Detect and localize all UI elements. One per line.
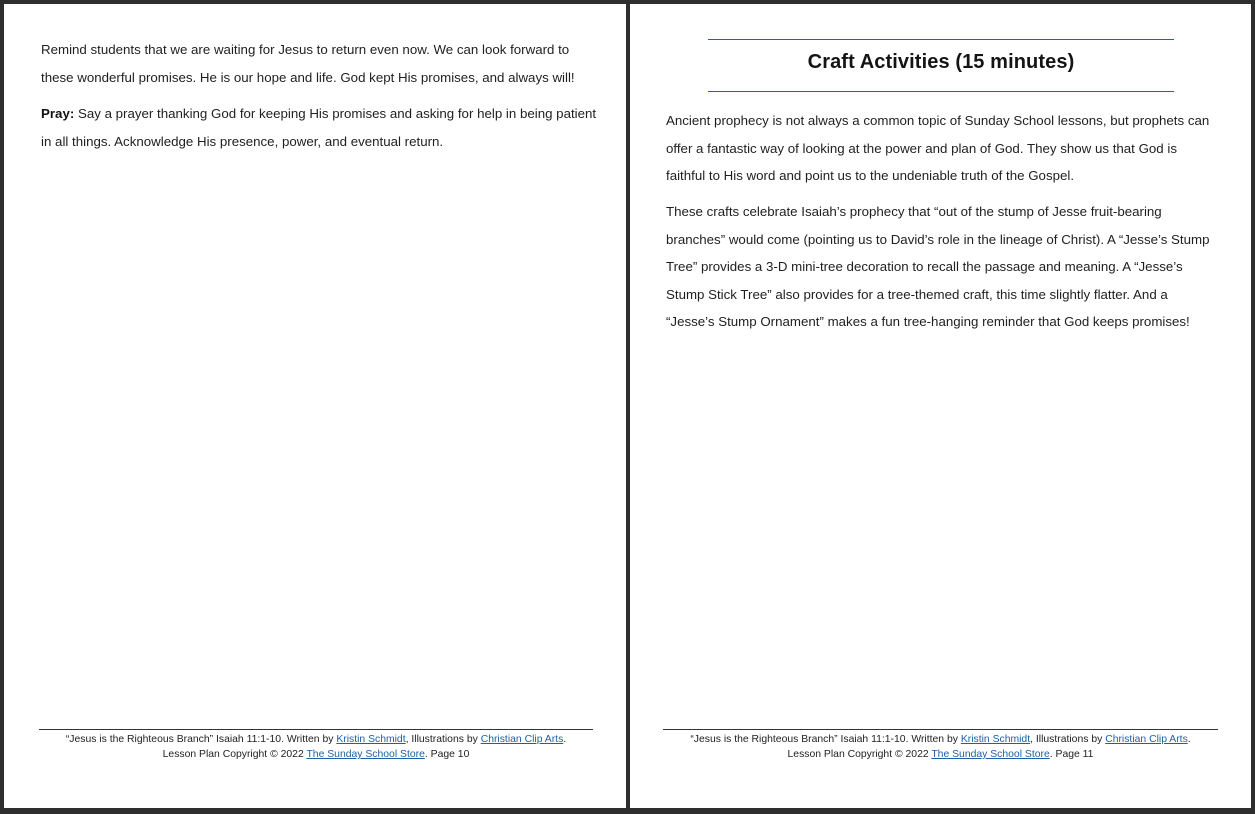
illustrations-link[interactable]: Christian Clip Arts <box>480 734 564 745</box>
footer-period: . <box>1187 734 1191 745</box>
pray-text: Say a prayer thanking God for keeping His promises and asking for help in being patient in all things. Acknowledge His presence, power, and eventual return. <box>41 106 597 149</box>
title-bottom-rule <box>708 91 1174 92</box>
footer-divider <box>663 729 1218 730</box>
pray-label: Pray: <box>41 106 75 121</box>
footer-line-1 <box>39 732 593 747</box>
page-footer <box>39 732 593 762</box>
page-11 <box>630 4 1251 808</box>
footer-line-1 <box>663 732 1218 747</box>
footer-illustrations-text: , Illustrations by <box>405 734 481 745</box>
footer-line-2 <box>39 747 593 762</box>
footer-credit-text: “Jesus is the Righteous Branch” Isaiah 11:1-10. Written by <box>65 734 337 745</box>
section-title: Craft Activities (15 minutes) <box>807 51 1075 73</box>
pray-paragraph <box>41 100 601 155</box>
footer-credit-text: “Jesus is the Righteous Branch” Isaiah 11:1-10. Written by <box>690 734 961 745</box>
footer-illustrations-text: , Illustrations by <box>1030 734 1106 745</box>
illustrations-link[interactable]: Christian Clip Arts <box>1105 734 1188 745</box>
footer-divider <box>39 729 593 730</box>
page-footer <box>663 732 1218 762</box>
intro-paragraph: Ancient prophecy is not always a common topic of Sunday School lessons, but prophets can offer a fantastic way of looking at the power and plan of God. They show us that God is faithful to His word and point us to the undeniable truth of the Gospel. <box>666 113 1210 183</box>
store-link[interactable]: The Sunday School Store <box>306 749 425 760</box>
author-link[interactable]: Kristin Schmidt <box>960 734 1031 745</box>
reminder-paragraph: Remind students that we are waiting for Jesus to return even now. We can look forward to these wonderful promises. He is our hope and life. God kept His promises, and always will! <box>41 42 575 85</box>
crafts-paragraph: These crafts celebrate Isaiah’s prophecy that “out of the stump of Jesse fruit-bearing branches” would come (pointing us to David’s role in the lineage of Christ). A “Jesse’s Stump Tree” provides a 3-D mini-tree decoration to recall the passage and meaning. A “Jesse’s Stump Stick Tree” also provides for a tree-themed craft, this time slightly flatter. And a “Jesse’s Stump Ornament” makes a fun tree-hanging reminder that God keeps promises! <box>666 204 1210 329</box>
footer-copyright-text: Lesson Plan Copyright © 2022 <box>787 749 932 760</box>
page-10 <box>4 4 626 808</box>
store-link[interactable]: The Sunday School Store <box>931 749 1050 760</box>
footer-copyright-text: Lesson Plan Copyright © 2022 <box>162 749 307 760</box>
page-number: . Page 10 <box>424 749 470 760</box>
footer-period: . <box>563 734 567 745</box>
page-number: . Page 11 <box>1049 749 1094 760</box>
title-top-rule <box>708 39 1174 40</box>
footer-line-2 <box>663 747 1218 762</box>
author-link[interactable]: Kristin Schmidt <box>336 734 406 745</box>
